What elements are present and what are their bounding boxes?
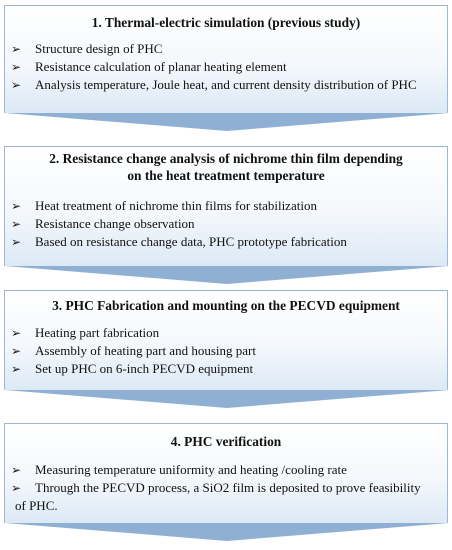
bullet-arrow-icon: ➢: [11, 362, 22, 376]
step-4-box: [4, 423, 448, 523]
bullet-arrow-icon: ➢: [11, 235, 22, 249]
list-item: ➢ Based on resistance change data, PHC prototype fabrication: [11, 234, 347, 249]
list-item: ➢ Heat treatment of nichrome thin films for stabilization: [11, 198, 317, 213]
step-1-list: [5, 40, 447, 94]
down-arrow-icon: [5, 523, 447, 541]
down-arrow-icon: [5, 266, 447, 284]
list-item: ➢ Set up PHC on 6-inch PECVD equipment: [11, 361, 254, 376]
step-2-list: [5, 197, 447, 251]
step-3-title: 3. PHC Fabrication and mounting on the PECVD equipment: [52, 298, 400, 313]
bullet-arrow-icon: ➢: [11, 78, 22, 92]
list-item: ➢ Measuring temperature uniformity and heating /cooling rate: [11, 462, 347, 477]
bullet-arrow-icon: ➢: [11, 463, 22, 477]
bullet-arrow-icon: ➢: [11, 481, 22, 495]
list-item: ➢ Heating part fabrication: [11, 325, 160, 340]
down-arrow-icon: [5, 390, 447, 408]
list-item: ➢ Through the PECVD process, a SiO2 film is deposited to prove feasibility: [11, 480, 421, 495]
step-2-title-line-2: on the heat treatment temperature: [127, 168, 325, 183]
step-1-title: 1. Thermal-electric simulation (previous study): [91, 15, 361, 30]
list-item: ➢ Resistance change observation: [11, 216, 195, 231]
list-item: ➢ Structure design of PHC: [11, 41, 163, 56]
bullet-arrow-icon: ➢: [11, 60, 22, 74]
list-item-continuation: of PHC.: [15, 498, 58, 513]
list-item: ➢ Analysis temperature, Joule heat, and current density distribution of PHC: [11, 77, 417, 92]
list-item: ➢ Assembly of heating part and housing part: [11, 343, 256, 358]
step-4-list: [5, 461, 447, 515]
step-3-list: [5, 324, 447, 378]
bullet-arrow-icon: ➢: [11, 199, 22, 213]
bullet-arrow-icon: ➢: [11, 217, 22, 231]
bullet-arrow-icon: ➢: [11, 42, 22, 56]
step-1-box: [4, 5, 448, 113]
list-item: ➢ Resistance calculation of planar heating element: [11, 59, 287, 74]
step-3-box: [4, 290, 448, 390]
down-arrow-icon: [5, 113, 447, 131]
step-4-title: 4. PHC verification: [170, 434, 282, 449]
step-2-box: [4, 146, 448, 266]
step-2-title-line-1: 2. Resistance change analysis of nichrome thin film depending: [49, 151, 403, 166]
bullet-arrow-icon: ➢: [11, 344, 22, 358]
bullet-arrow-icon: ➢: [11, 326, 22, 340]
